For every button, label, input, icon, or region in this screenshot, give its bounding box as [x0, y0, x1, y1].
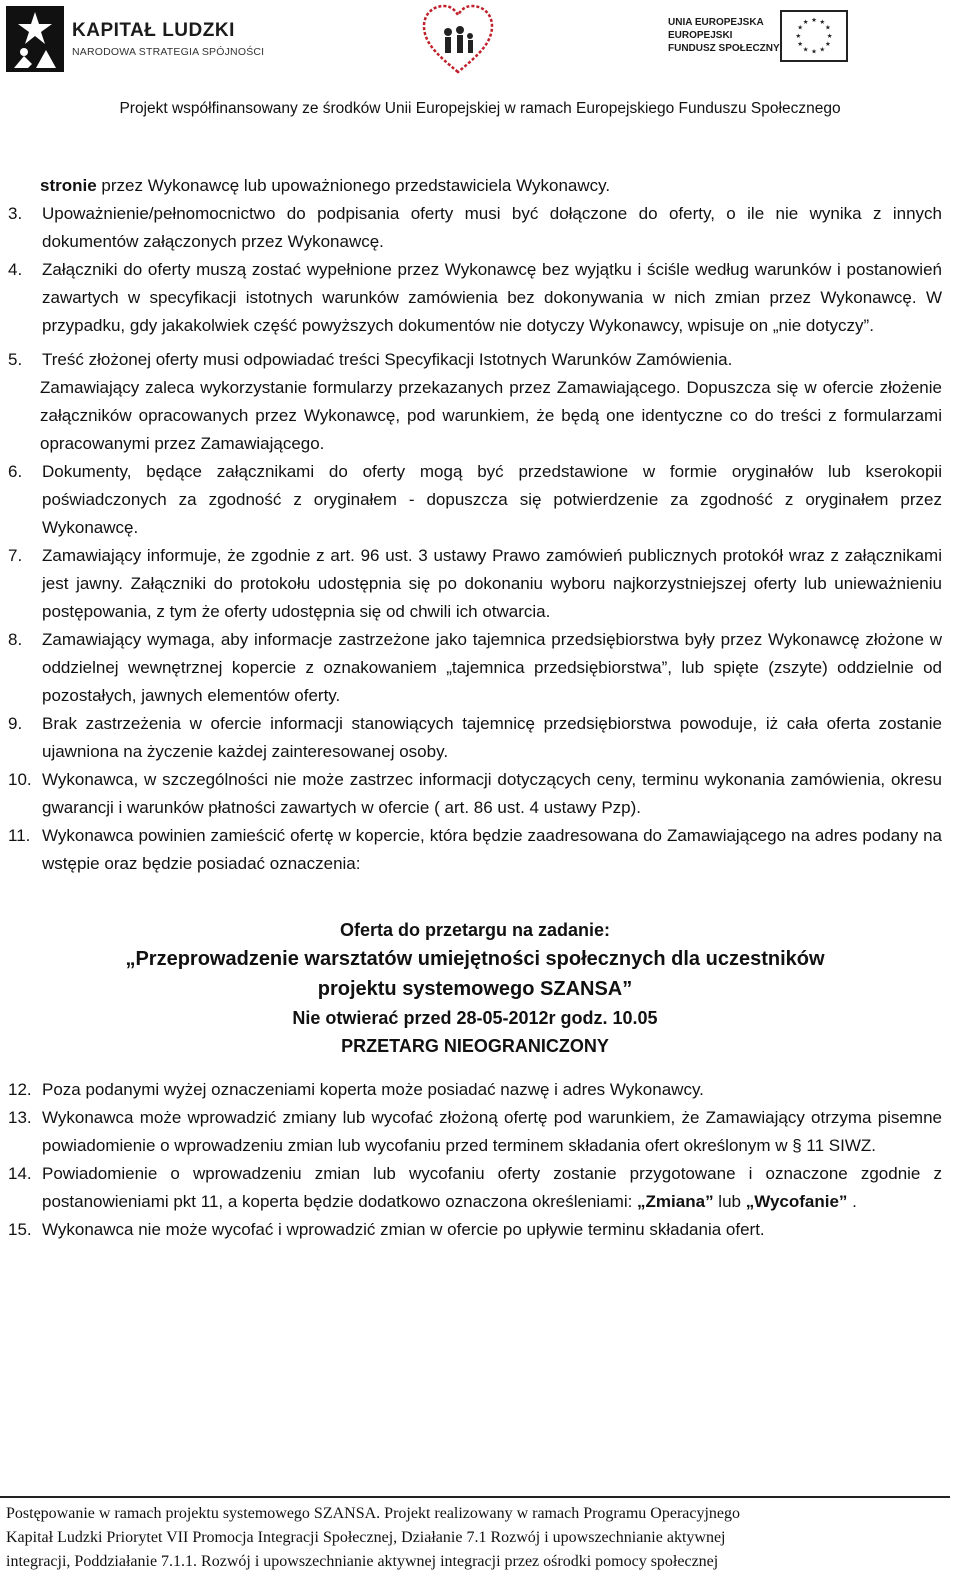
item-number: 9. — [8, 714, 23, 733]
item-text: Zamawiający informuje, że zgodnie z art. 96 ust. 3 ustawy Prawo zamówień publicznych protokół wraz z załącznikami jest jawny. Załączniki do protokołu udostępnia się po dokonaniu wyboru najkorzystniejszej oferty lub unieważnieniu postępowania, z tym że oferty udostępnia się od chwili ich otwarcia. — [42, 546, 942, 621]
continued-bold: stronie — [40, 176, 97, 195]
continued-line — [0, 172, 960, 200]
item-number: 13. — [8, 1108, 32, 1127]
svg-text:★: ★ — [797, 23, 804, 32]
item-text: Zamawiający wymaga, aby informacje zastrzeżone jako tajemnica przedsiębiorstwa były przez Wykonawcę złożone w oddzielnej wewnętrznej kopercie z oznakowaniem „tajemnica przedsiębiorstwa”, lub spięte (zszyte) oddzielnie od pozostałych, jawnych elementów oferty. — [42, 630, 942, 705]
item-text: Poza podanymi wyżej oznaczeniami koperta może posiadać nazwę i adres Wykonawcy. — [42, 1080, 704, 1099]
eu-flag-icon — [780, 10, 848, 62]
svg-text:★: ★ — [824, 40, 831, 49]
item-text: Wykonawca, w szczególności nie może zastrzec informacji dotyczących ceny, terminu wykonania zamówienia, okresu gwarancji i warunków płatności zawartych w ofercie ( art. 86 ust. 4 ustawy Pzp). — [42, 770, 942, 817]
item-number: 11. — [8, 826, 31, 845]
list-item-9 — [0, 710, 960, 766]
list-item-4 — [0, 256, 960, 340]
item-number: 7. — [8, 546, 23, 565]
item-text: Dokumenty, będące załącznikami do oferty mogą być przedstawione w formie oryginałów lub kserokopii poświadczonych za zgodność z oryginałem - dopuszcza się potwierdzenie za zgodność z oryginałem przez Wykonawcę. — [42, 462, 942, 537]
continued-text: przez Wykonawcę lub upoważnionego przedstawiciela Wykonawcy. — [96, 176, 611, 195]
item-text: Wykonawca nie może wycofać i wprowadzić zmian w ofercie po upływie terminu składania ofert. — [42, 1220, 765, 1239]
envelope-line-3: projektu systemowego SZANSA” — [317, 978, 633, 1000]
footer-line-2: Kapitał Ludzki Priorytet VII Promocja Integracji Społecznej, Działanie 7.1 Rozwój i upowszechnianie aktywnej — [6, 1529, 726, 1546]
envelope-line-2: „Przeprowadzenie warsztatów umiejętności społecznych dla uczestników — [125, 948, 825, 970]
svg-text:★: ★ — [795, 31, 802, 40]
svg-text:★: ★ — [826, 31, 833, 40]
svg-text:★: ★ — [811, 16, 817, 25]
page-header — [0, 0, 960, 117]
kapital-ludzki-title: KAPITAŁ LUDZKI — [72, 20, 235, 41]
list-item-14 — [0, 1160, 960, 1216]
item-text-end: . — [847, 1192, 857, 1211]
item-number: 12. — [8, 1080, 32, 1099]
item-text: Powiadomienie o wprowadzeniu zmian lub wycofaniu oferty zostanie przygotowane i oznaczone zgodnie z postanowieniami pkt 11, a koperta będzie dodatkowo oznaczona określeniami: — [42, 1164, 942, 1211]
envelope-line-5: PRZETARG NIEOGRANICZONY — [341, 1036, 609, 1056]
item-text-mid: lub — [713, 1192, 746, 1211]
item-text: Treść złożonej oferty musi odpowiadać treści Specyfikacji Istotnych Warunków Zamówienia. — [42, 350, 733, 369]
item-number: 14. — [8, 1164, 32, 1183]
item-text: Upoważnienie/pełnomocnictwo do podpisania oferty musi być dołączone do oferty, o ile nie wynika z innych dokumentów załączonych przez Wykonawcę. — [42, 204, 942, 251]
list-item-13 — [0, 1104, 960, 1160]
szansa-heart-logo-icon — [418, 2, 498, 78]
item-text: Załączniki do oferty muszą zostać wypełnione przez Wykonawcę bez wyjątku i ściśle według warunków i postanowień zawartych w specyfikacji istotnych warunków zamówienia bez dokonywania w nich zmian przez Wykonawcę. W przypadku, gdy jakakolwiek część powyższych dokumentów nie dotyczy Wykonawcy, wpisuje on „nie dotyczy”. — [42, 260, 942, 335]
item-number: 10. — [8, 770, 32, 789]
list-item-15 — [0, 1216, 960, 1244]
item-text: Wykonawca może wprowadzić zmiany lub wycofać złożoną ofertę pod warunkiem, że Zamawiający otrzyma pisemne powiadomienie o wprowadzeniu zmian lub wycofaniu przed terminem składania ofert określonym w § 11 SIWZ. — [42, 1108, 942, 1155]
kapital-ludzki-logo — [6, 6, 265, 72]
list-item-7 — [0, 542, 960, 626]
list-item-5-continuation: Zamawiający zaleca wykorzystanie formularzy przekazanych przez Zamawiającego. Dopuszcza się w ofercie złożenie załączników opracowanych przez Wykonawcę, pod warunkiem, że będą one identyczne co do treści z formularzami opracowanymi przez Zamawiającego. — [40, 378, 942, 453]
svg-text:★: ★ — [811, 47, 817, 56]
item-bold-zmiana: „Zmiana” — [637, 1192, 714, 1211]
footer-divider — [0, 1496, 950, 1498]
envelope-line-1: Oferta do przetargu na zadanie: — [339, 920, 611, 940]
footer-line-3: integracji, Poddziałanie 7.1.1. Rozwój i upowszechnianie aktywnej integracji przez ośrodki pomocy społecznej — [6, 1553, 719, 1570]
list-item-5 — [0, 346, 960, 374]
item-text: Wykonawca powinien zamieścić ofertę w kopercie, która będzie zaadresowana do Zamawiającego na adres podany na wstępie oraz będzie posiadać oznaczenia: — [42, 826, 942, 873]
list-item-12 — [0, 1076, 960, 1104]
svg-text:★: ★ — [802, 18, 809, 26]
footer-line-1: Postępowanie w ramach projektu systemowego SZANSA. Projekt realizowany w ramach Programu Operacyjnego — [6, 1505, 741, 1522]
list-item-6 — [0, 458, 960, 542]
cofinance-line: Projekt współfinansowany ze środków Unii Europejskiej w ramach Europejskiego Funduszu Społecznego — [119, 100, 841, 117]
svg-text:★: ★ — [819, 45, 826, 54]
item-number: 4. — [8, 260, 23, 279]
item-number: 3. — [8, 204, 23, 223]
document-body — [0, 172, 960, 1244]
list-item-8 — [0, 626, 960, 710]
svg-text:★: ★ — [802, 45, 809, 54]
item-number: 5. — [8, 350, 23, 369]
eu-logo-line3: FUNDUSZ SPOŁECZNY — [668, 43, 780, 54]
list-item-10 — [0, 766, 960, 822]
svg-text:★: ★ — [797, 40, 804, 49]
eu-efs-logo — [668, 10, 858, 66]
item-number: 6. — [8, 462, 23, 481]
item-text: Brak zastrzeżenia w ofercie informacji stanowiących tajemnicę przedsiębiorstwa powoduje, iż cała oferta zostanie ujawniona na życzenie każdej zainteresowanej osoby. — [42, 714, 942, 761]
item-number: 8. — [8, 630, 23, 649]
kapital-ludzki-emblem-icon — [6, 6, 64, 72]
eu-logo-line1: UNIA EUROPEJSKA — [668, 17, 764, 28]
svg-text:★: ★ — [819, 18, 826, 26]
envelope-marking — [0, 916, 960, 1060]
kapital-ludzki-subtitle: NARODOWA STRATEGIA SPÓJNOŚCI — [72, 46, 265, 58]
svg-text:★: ★ — [824, 23, 831, 32]
list-item-11 — [0, 822, 960, 878]
item-bold-wycofanie: „Wycofanie” — [745, 1192, 848, 1211]
item-number: 15. — [8, 1220, 32, 1239]
list-item-3 — [0, 200, 960, 256]
eu-logo-line2: EUROPEJSKI — [668, 30, 733, 41]
envelope-line-4: Nie otwierać przed 28-05-2012r godz. 10.05 — [292, 1008, 658, 1028]
